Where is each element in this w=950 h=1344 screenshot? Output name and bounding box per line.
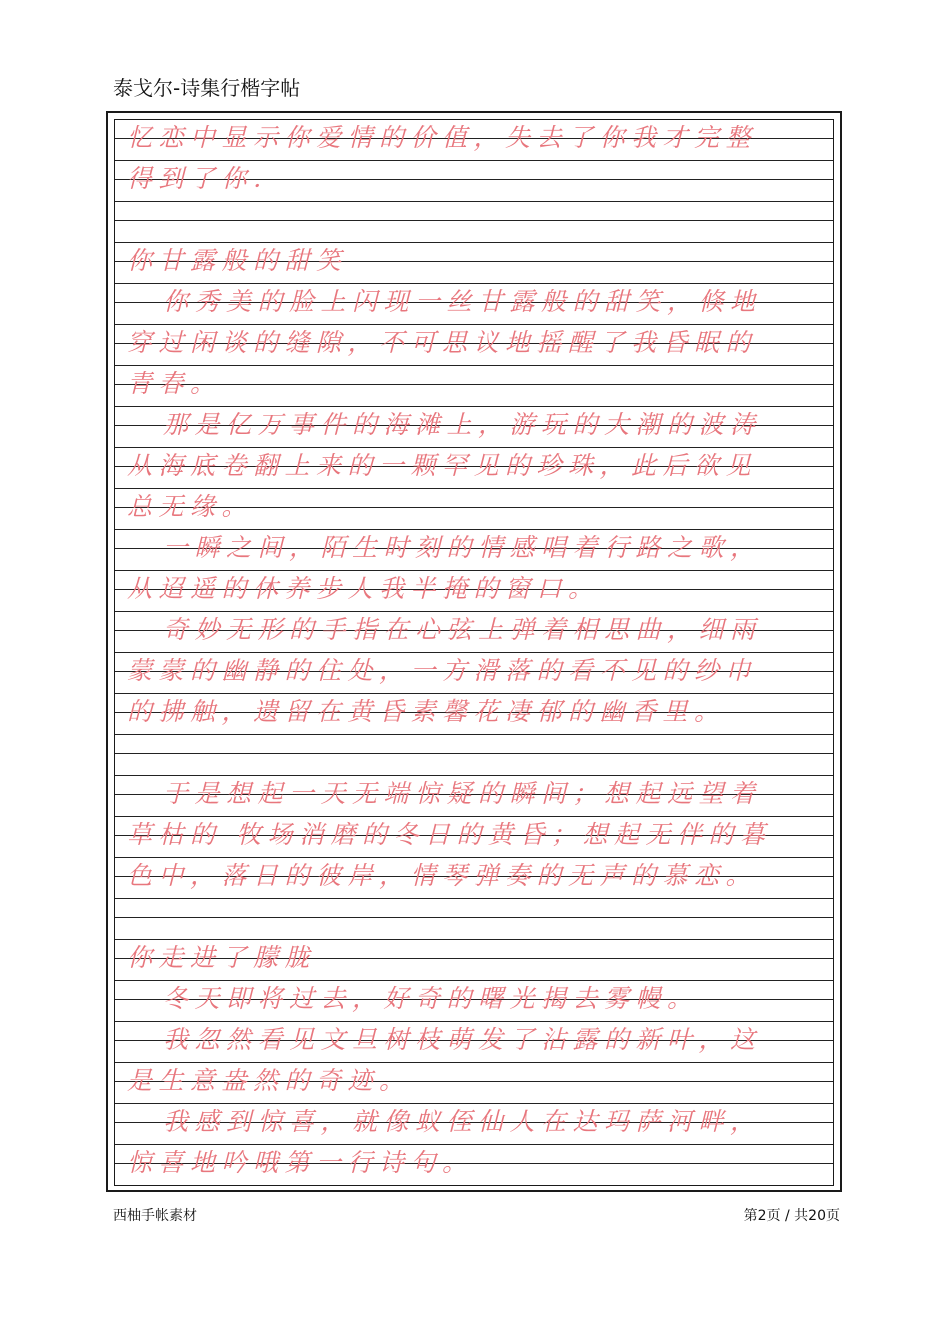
row-text: 那是亿万事件的海滩上，游玩的大潮的波涛	[163, 410, 762, 439]
row-guide-line	[115, 917, 833, 918]
row-text: 色中，落日的彼岸，情琴弹奏的无声的慕恋。	[127, 861, 758, 890]
writing-row	[115, 284, 833, 325]
writing-row	[115, 202, 833, 243]
writing-row	[115, 530, 833, 571]
row-text: 的拂触，遗留在黄昏素馨花凄郁的幽香里。	[127, 697, 726, 726]
writing-row	[115, 899, 833, 940]
writing-row	[115, 1104, 833, 1145]
writing-row	[115, 981, 833, 1022]
writing-row	[115, 1022, 833, 1063]
page-indicator: 第2页 / 共20页	[743, 1208, 840, 1224]
row-text: 一瞬之间，陌生时刻的情感唱着行路之歌，	[163, 533, 762, 562]
writing-row	[115, 243, 833, 284]
writing-row	[115, 817, 833, 858]
row-guide-line	[115, 753, 833, 754]
writing-row	[115, 858, 833, 899]
row-text: 青春。	[127, 369, 222, 398]
writing-row	[115, 325, 833, 366]
row-text: 我忽然看见文旦树枝萌发了沾露的新叶，这	[163, 1025, 762, 1054]
row-text: 忆恋中显示你爱情的价值，失去了你我才完整	[127, 123, 758, 152]
row-text: 得到了你．	[127, 164, 285, 193]
writing-row	[115, 1145, 833, 1186]
page-title: 泰戈尔-诗集行楷字帖	[113, 76, 301, 100]
writing-row	[115, 940, 833, 981]
writing-row	[115, 612, 833, 653]
row-guide-line	[115, 384, 833, 385]
row-text: 于是想起一天无端惊疑的瞬间；想起远望着	[163, 779, 762, 808]
row-text: 从海底卷翻上来的一颗罕见的珍珠，此后欲见	[127, 451, 758, 480]
row-text: 穿过闲谈的缝隙，不可思议地摇醒了我昏眠的	[127, 328, 758, 357]
row-text: 你秀美的脸上闪现一丝甘露般的甜笑，倏地	[163, 287, 762, 316]
row-text: 总无缘。	[127, 492, 254, 521]
row-text: 是生意盎然的奇迹。	[127, 1066, 411, 1095]
row-text: 从迢遥的休养步人我半掩的窗口。	[127, 574, 600, 603]
copybook-frame	[106, 111, 842, 1192]
writing-row	[115, 120, 833, 161]
writing-row	[115, 776, 833, 817]
writing-row	[115, 1063, 833, 1104]
row-text: 奇妙无形的手指在心弦上弹着相思曲，细雨	[163, 615, 762, 644]
writing-row	[115, 571, 833, 612]
writing-row	[115, 694, 833, 735]
row-text: 蒙蒙的幽静的住处，一方滑落的看不见的纱巾	[127, 656, 758, 685]
writing-row	[115, 448, 833, 489]
writing-row	[115, 366, 833, 407]
writing-row	[115, 653, 833, 694]
writing-row	[115, 407, 833, 448]
row-guide-line	[115, 220, 833, 221]
writing-row	[115, 161, 833, 202]
ruled-writing-area	[114, 119, 834, 1186]
row-text: 惊喜地吟哦第一行诗句。	[127, 1148, 474, 1177]
row-text: 我感到惊喜，就像蚁侄仙人在达玛萨河畔，	[163, 1107, 762, 1136]
footer-source-label: 西柚手帐素材	[113, 1208, 197, 1224]
row-text: 你走进了朦胧	[127, 943, 317, 972]
row-text: 你甘露般的甜笑	[127, 246, 348, 275]
row-text: 草枯的 牧场消磨的冬日的黄昏；想起无伴的暮	[127, 820, 772, 849]
writing-row	[115, 489, 833, 530]
row-text: 冬天即将过去，好奇的曙光揭去雾幔。	[163, 984, 699, 1013]
writing-row	[115, 735, 833, 776]
